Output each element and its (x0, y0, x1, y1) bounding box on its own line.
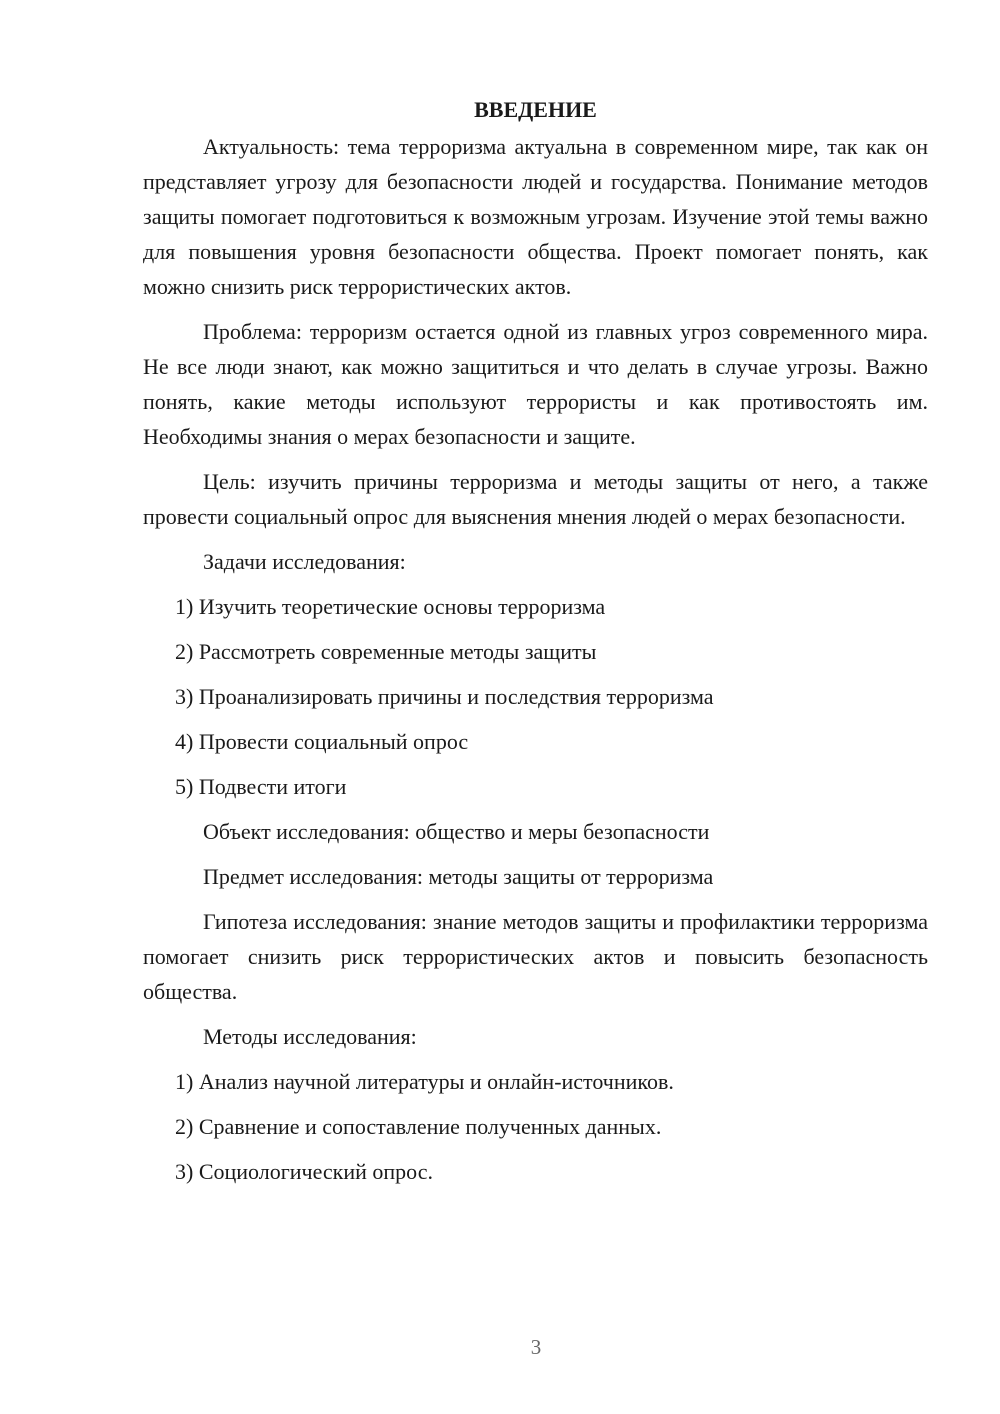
page-title: ВВЕДЕНИЕ (474, 97, 597, 122)
goal-paragraph: Цель: изучить причины терроризма и методы защиты от него, а также провести социальный опрос для выяснения мнения людей о мерах безопасности. (143, 469, 928, 529)
hypothesis-paragraph: Гипотеза исследования: знание методов защиты и профилактики терроризма помогает снизить риск террористических актов и повысить безопасность общества. (143, 909, 928, 1004)
task-item-3: 3) Проанализировать причины и последствия терроризма (175, 684, 714, 709)
method-item-3: 3) Социологический опрос. (175, 1159, 433, 1184)
method-item-2: 2) Сравнение и сопоставление полученных данных. (175, 1114, 662, 1139)
page-number: 3 (530, 1335, 542, 1359)
tasks-heading: Задачи исследования: (203, 549, 406, 574)
task-item-5: 5) Подвести итоги (175, 774, 347, 799)
methods-heading: Методы исследования: (203, 1024, 417, 1049)
task-item-1: 1) Изучить теоретические основы терроризма (175, 594, 606, 619)
page-content (143, 92, 928, 1199)
actuality-paragraph: Актуальность: тема терроризма актуальна в современном мире, так как он представляет угрозу для безопасности людей и государства. Понимание методов защиты помогает подготовиться к возможным угрозам. Изучение этой темы важно для повышения уровня безопасности общества. Проект помогает понять, как можно снизить риск террористических актов. (143, 134, 928, 299)
object-line: Объект исследования: общество и меры безопасности (203, 819, 710, 844)
subject-line: Предмет исследования: методы защиты от терроризма (203, 864, 714, 889)
task-item-4: 4) Провести социальный опрос (175, 729, 469, 754)
problem-paragraph: Проблема: терроризм остается одной из главных угроз современного мира. Не все люди знают, как можно защититься и что делать в случае угрозы. Важно понять, какие методы используют террористы и как противостоять им. Необходимы знания о мерах безопасности и защите. (143, 319, 928, 449)
method-item-1: 1) Анализ научной литературы и онлайн-источников. (175, 1069, 674, 1094)
task-item-2: 2) Рассмотреть современные методы защиты (175, 639, 597, 664)
